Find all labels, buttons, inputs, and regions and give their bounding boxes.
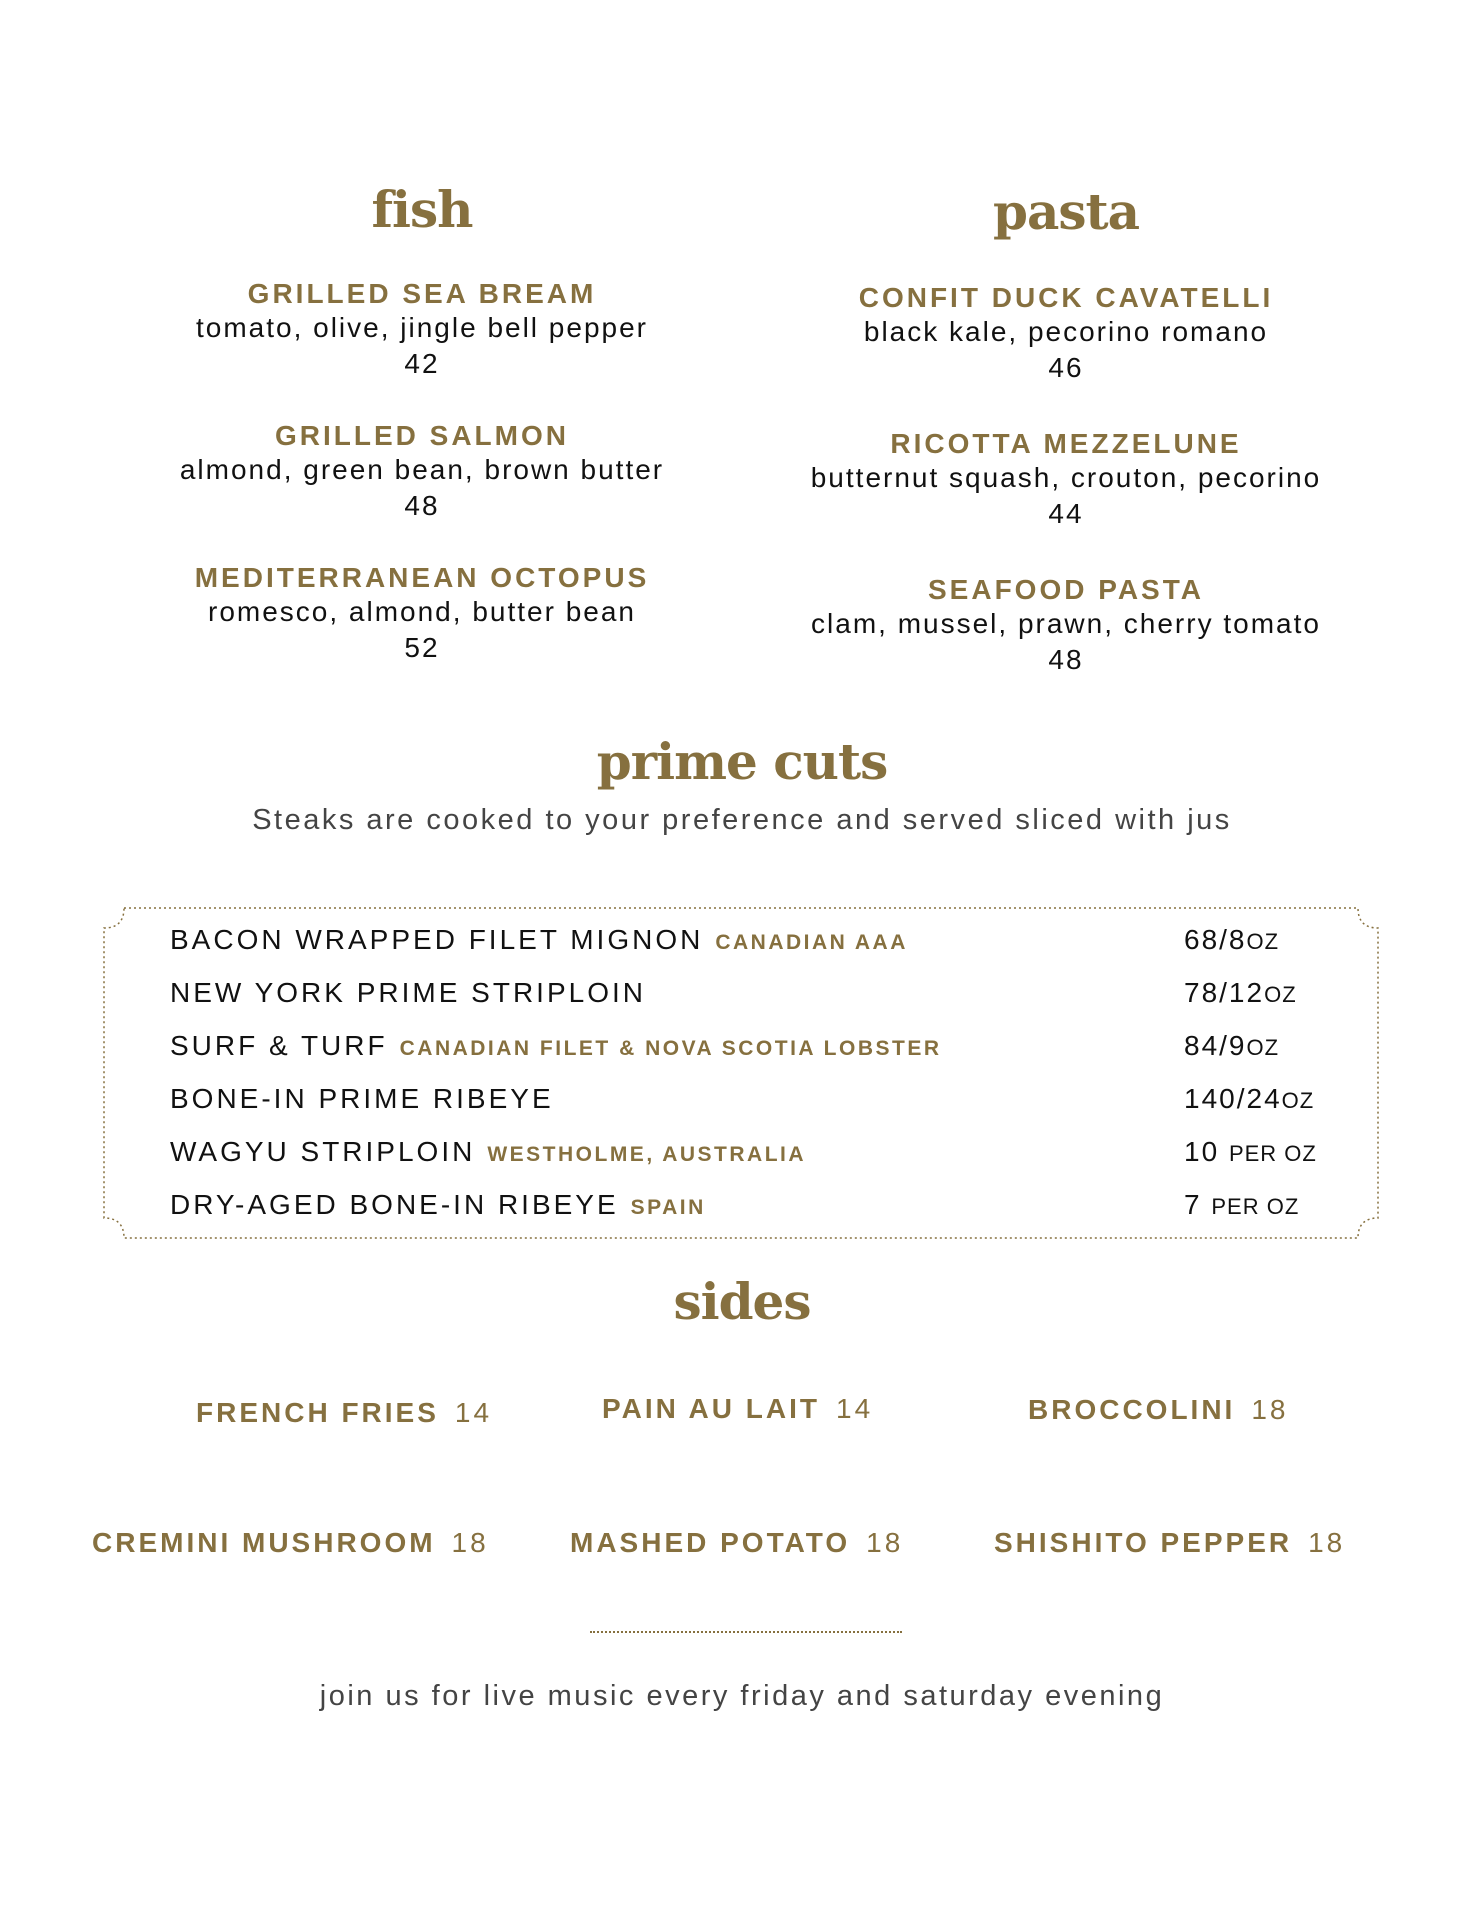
menu-item [122, 278, 722, 382]
side-name: SHISHITO PEPPER [994, 1527, 1293, 1558]
cut-note: CANADIAN FILET & NOVA SCOTIA LOBSTER [399, 1037, 942, 1060]
side-name: CREMINI MUSHROOM [92, 1527, 436, 1558]
side-item [570, 1527, 903, 1559]
cut-note: WESTHOLME, AUSTRALIA [487, 1143, 807, 1166]
side-price: 18 [1308, 1527, 1346, 1558]
side-price: 14 [836, 1393, 874, 1424]
dish-price: 44 [1048, 498, 1084, 529]
cut-price: 10 PER OZ [1184, 1136, 1317, 1167]
dish-name: RICOTTA MEZZELUNE [890, 428, 1242, 459]
prime-cut-row [170, 1189, 1360, 1229]
dish-description: tomato, olive, jingle bell pepper [195, 312, 648, 343]
cut-price: 78/12OZ [1184, 977, 1297, 1008]
dish-name: SEAFOOD PASTA [928, 574, 1204, 605]
fish-heading: fish [371, 180, 473, 239]
dish-price: 48 [1048, 644, 1084, 675]
dish-name: CONFIT DUCK CAVATELLI [858, 282, 1274, 313]
side-name: MASHED POTATO [570, 1527, 851, 1558]
dish-description: butternut squash, crouton, pecorino [810, 462, 1322, 493]
cut-name: WAGYU STRIPLOIN WESTHOLME, AUSTRALIA [170, 1136, 807, 1167]
side-item [602, 1393, 873, 1425]
cut-unit: OZ [1246, 1035, 1280, 1060]
menu-item [756, 428, 1376, 532]
side-price: 18 [866, 1527, 904, 1558]
side-item [92, 1527, 489, 1559]
side-price: 18 [451, 1527, 489, 1558]
cut-unit: OZ [1246, 929, 1280, 954]
side-item [1028, 1394, 1288, 1426]
cut-name: BONE-IN PRIME RIBEYE [170, 1083, 554, 1114]
dish-description: romesco, almond, butter bean [208, 596, 636, 627]
prime-cut-row [170, 977, 1360, 1017]
cut-price: 68/8OZ [1184, 924, 1280, 955]
dish-description: almond, green bean, brown butter [179, 454, 665, 485]
side-price: 18 [1251, 1394, 1289, 1425]
cut-unit: OZ [1264, 982, 1297, 1007]
footer-note: join us for live music every friday and saturday evening [319, 1680, 1165, 1712]
dish-description: black kale, pecorino romano [863, 316, 1269, 347]
side-name: PAIN AU LAIT [602, 1393, 820, 1424]
dish-price: 52 [404, 632, 440, 663]
prime-cuts-subtitle: Steaks are cooked to your preference and served sliced with jus [252, 804, 1232, 836]
cut-name: SURF & TURF CANADIAN FILET & NOVA SCOTIA LOBSTER [170, 1030, 942, 1061]
menu-item [122, 420, 722, 524]
side-item [994, 1527, 1345, 1559]
cut-note: CANADIAN AAA [715, 931, 908, 954]
dish-price: 48 [404, 490, 440, 521]
dish-description: clam, mussel, prawn, cherry tomato [811, 608, 1321, 639]
cut-name: DRY-AGED BONE-IN RIBEYE SPAIN [170, 1189, 706, 1220]
menu-item [756, 282, 1376, 386]
prime-cut-row [170, 924, 1360, 964]
sides-heading: sides [673, 1272, 811, 1331]
menu-item [756, 574, 1376, 678]
prime-cuts-box [102, 906, 1380, 1240]
side-name: FRENCH FRIES [196, 1397, 439, 1428]
cut-price: 84/9OZ [1184, 1030, 1280, 1061]
prime-cut-row [170, 1083, 1360, 1123]
cut-unit: PER OZ [1228, 1141, 1317, 1166]
cut-name: NEW YORK PRIME STRIPLOIN [170, 977, 646, 1008]
dish-price: 46 [1048, 352, 1084, 383]
dish-name: GRILLED SEA BREAM [247, 278, 597, 309]
cut-unit: PER OZ [1211, 1194, 1300, 1219]
cut-note: SPAIN [630, 1196, 706, 1219]
dish-name: GRILLED SALMON [275, 420, 569, 451]
pasta-heading: pasta [992, 182, 1139, 241]
pasta-column [756, 282, 1376, 716]
cut-name: BACON WRAPPED FILET MIGNON CANADIAN AAA [170, 924, 908, 955]
cut-price: 140/24OZ [1184, 1083, 1315, 1114]
menu-item [122, 562, 722, 666]
cut-price: 7 PER OZ [1184, 1189, 1300, 1220]
prime-cuts-heading: prime cuts [596, 732, 888, 791]
side-item [196, 1397, 492, 1429]
prime-cut-row [170, 1136, 1360, 1176]
dish-price: 42 [404, 348, 440, 379]
fish-column [122, 278, 722, 704]
cut-unit: OZ [1281, 1088, 1315, 1113]
side-price: 14 [454, 1397, 493, 1428]
prime-cut-row [170, 1030, 1360, 1070]
dotted-divider [590, 1631, 902, 1633]
dish-name: MEDITERRANEAN OCTOPUS [194, 562, 650, 593]
side-name: BROCCOLINI [1028, 1394, 1236, 1425]
